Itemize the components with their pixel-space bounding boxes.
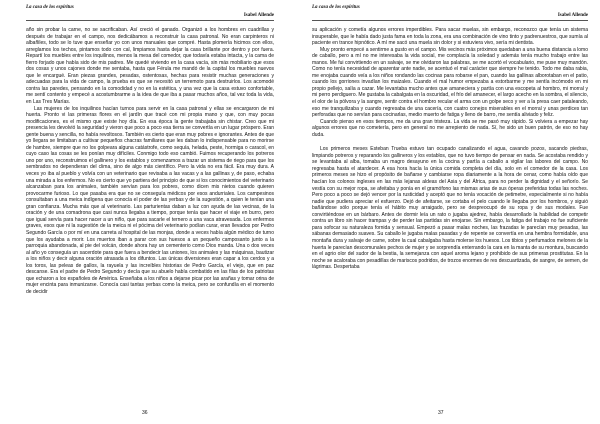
page-body xyxy=(26,27,274,406)
page-body xyxy=(312,27,588,406)
running-title: La casa de los espíritus xyxy=(26,5,74,10)
right-page xyxy=(300,0,600,424)
paragraph: Cuando pienso en esos tiempos, me da una gran tristeza. La vida se me pasó muy rápido. Si volviera a empezar hay algunos errores que no cometería, pero en general no me arrepiento de nada. Sí, he sido un buen patrón, de eso no hay duda. xyxy=(312,118,588,138)
running-author: Isabel Allende xyxy=(243,13,274,18)
paragraph: su aplicación y cometía algunos errores imperdibles. Para sacar muelas, sin embargo, reconozco que tenía un sistema insuperable, que le había dado justa fama en toda la zona, era una combinación de vino tinto y padrenuestros, que sumía al paciente en trance hipnótico. A mí me sacó una muela sin dolor y si estuviera vivo, sería mi dentista. xyxy=(312,27,588,47)
running-author: Isabel Allende xyxy=(557,13,588,18)
header-rule xyxy=(26,20,274,21)
page-number: 36 xyxy=(142,410,148,416)
paragraph: Los primeros meses Esteban Trueba estuvo tan ocupado canalizando el agua, cavando pozos, sacando piedras, limpiando potreros y reparando los gallineros y los establos, que no tuvo tiempo de pensar en nada. Se acostaba rendido y se levantaba al alba, tomaba un magro desayuno en la cocina y partía a caballo a vigilar las labores del campo. No regresaba hasta el atardecer. A esa hora hacía la única comida completa del día, solo en el comedor de la casa. Los primeros meses se hizo el propósito de bañarse y cambiarse ropa diariamente a la hora de cenar, como había oído que hacían los colonos ingleses en las más lejanas aldeas del Asia y del África, para no perder la dignidad y el señorío. Se vestía con su mejor ropa, se afeitaba y ponía en el gramófono las mismas arias de sus óperas preferidas todas las noches. Pero poco a poco se dejó vencer por la rusticidad y aceptó que no tenía vocación de petimetre, especialmente si no había nadie que pudiera apreciar el esfuerzo. Dejó de afeitarse, se cortaba el pelo cuando le llegaba por los hombros, y siguió bañándose sólo porque tenía el hábito muy arraigado, pero se despreocupó de su ropa y de sus modales. Fue convirtiéndose en un bárbaro. Antes de dormir leía un rato o jugaba ajedrez, había desarrollado la habilidad de competir contra un libro sin hacer trampas y de perder las partidas sin enojarse. Sin embargo, la fatiga del trabajo no fue suficiente para sofocar su naturaleza fornida y sensual. Empezó a pasar malas noches, las frazadas le parecían muy pesadas, las sábanas demasiado suaves. Su caballo le jugaba malas pasadas y de repente se convertía en una hembra formidable, una montaña dura y salvaje de carne, sobre la cual cabalgaba hasta molerse los huesos. Los tibios y perfumados melones de la huerta le parecían descomunales pechos de mujer y se sorprendía enterrando la cara en la manta de su montura, buscando en el agrio olor del sudor de la bestia, la semejanza con aquel aroma lejano y prohibido de sus primeras prostitutas. En la noche se acaloraba con pesadillas de mariscos podridos, de trozos enormes de res descuartizada, de sangre, de semen, de lágrimas. Despertaba xyxy=(312,146,588,271)
paragraph: Las mujeres de los inquilinos hacían turnos para servir en la casa patronal y ellas se encargaron de mi huerta. Pronto vi las primeras flores en el jardín que tracé con mi propia mano y que, con muy pocas modificaciones, es el mismo que existe hoy día. En esa época la gente trabajaba sin chistar. Creo que mi presencia les devolvió la seguridad y vieron que poco a poco esa tierra se convertía en un lugar próspero. Eran gente buena y sencilla, no había revoltosos. También es cierto que eran muy pobres e ignorantes. Antes de que yo llegara se limitaban a cultivar pequeños chacras familiares que les daban lo indispensable para no morirse de hambre, siempre que no los golpeara alguna catástrofe, como sequía, helada, peste, hormiga o caracol, en cuyo caso las cosas se les ponían muy difíciles. Conmigo todo eso cambió. Fuimos recuperando los potreros uno por uno, reconstruimos el gallinero y los establos y comenzamos a trazar un sistema de riego para que los sembrados no dependieran del clima, sino de algo más científico. Pero la vida no era fácil. Era muy dura. A veces yo iba al pueblo y volvía con un veterinario que revisaba a las vacas y a las gallinas y, de paso, echaba una mirada a los enfermos. No es cierto que yo partiera del principio de que si los conocimientos del veterinario alcanzaban para los animales, también servían para los pobres, como dicen mis nietos cuando quieren provocarme furioso. Lo que pasaba era que no se conseguía médicos por esos andurriales. Los campesinos consultaban a una meica indígena que conocía el poder de las yerbas y de la sugestión, a quien le tenían una gran confianza. Mucha más que al veterinario. Las parturientas daban a luz con ayuda de las vecinas, de la oración y de una comadrona que casi nunca llegaba a tiempo, porque tenía que hacer el viaje en burro, pero que igual servía para hacer nacer a un niño, que para sacarle el ternero a una vaca atravesada. Los enfermos graves, esos que ni la sugestión de la meica ni el pócima del veterinario podían curar, eran llevados por Pedro Segundo García o por mí en una carreta al hospital de las monjas, donde a veces había algún médico de turno que los ayudaba a morir. Los muertos iban a parar con sus huesos a un pequeño camposanto junto a la parroquia abandonada, al pie del volcán, donde ahora hay un cementerio como Dios manda. Una o dos veces al año yo conseguía un sacerdote para que fuera a bendecir las uniones, los animales y las máquinas, bautizar a los niños y decir alguna oración atrasada a los difuntos. Las únicas diversiones eran capar a los cerdos y a los toros, las peleas de gallos, la rayuela y las increíbles historias de Pedro García, el viejo, que en paz descanse. Era el padre de Pedro Segundo y decía que su abuelo había combatido en las filas de los patriotas que echaron a los españoles de América. Enseñaba a los niños a dejarse picar por las arañas y tomar orina de mujer encinta para inmunizarse. Conocía casi tantas yerbas como la meica, pero se confundía en el momento de decidir xyxy=(26,105,274,295)
page-number: 37 xyxy=(438,410,444,416)
running-title: La casa de los espíritus xyxy=(312,5,360,10)
paragraph: año sin probar la carne, no se sacrificaban. Así creció el ganado. Organizó a los hombres en cuadrillas y después de trabajar en el campo, nos dedicábamos a reconstruir la casa patronal. No eran carpinteros ni albañiles, todo se lo tuve que enseñar yo con unos manuales que compré. Hasta plomería hicimos con ellos, arreglamos los techos, pintamos todo con cal, limpiamos hasta dejar la casa brillante por dentro y por fuera. Repartí los muebles entre los inquilinos, menos la mesa del comedor, que todavía estaba intacta, y la cama de fierro forjado que había sido de mis padres. Me quedé viviendo en la casa vacía, sin más mobiliario que esos dos cosas y unos cajones donde me sentaba, hasta que Férula me mandó de la capital los muebles nuevos que le encargué. Eran piezas grandes, pesadas, ostentosas, hechas para resistir muchas generaciones y adecuadas para la vida de campo, la prueba es que se necesitó un terremoto para destruirlos. Los acomodé contra las paredes, pensando en la comodidad y no en la estética, y una vez que la casa estuvo confortable, me sentí contento y empecé a acostumbrarme a la idea de que iba a pasar muchos años, tal vez toda la vida, en Las Tres Marías. xyxy=(26,27,274,106)
paragraph: Muy pronto empecé a sentirme a gusto en el campo. Mis vecinos más próximos quedaban a una buena distancia a lomo de caballo, pero a mí no me interesaba la vida social, me complacía la soledad y además tenía mucho trabajo entre las manos. Me fui convirtiendo en un salvaje, se me olvidaron las palabras, se me acortó el vocabulario, me puse muy mandón. Como no tenía necesidad de aparentar ante nadie, se acentuó el mal carácter que siempre he tenido. Todo me daba rabia, me enojaba cuando veía a los niños rondando las cocinas para robarse el pan, cuando las gallinas alborotaban en el patio, cuando los gorriones invadían los maizales. Cuando el mal humor empezaba a estorbarme y me sentía incómodo en mi propio pellejo, salía a cazar. Me levantaba mucho antes que amaneciera y partía con una escopeta al hombro, mi morral y mi perro perdiguero. Me gustaba la cabalgata en la oscuridad, el frío del amanecer, el largo acecho en la sombra, el silencio, el olor de la pólvora y la sangre, sentir contra el hombro recular el arma con un golpe seco y ver a la presa caer pataleando, eso me tranquilizaba y cuando regresaba de una cacería, con cuatro conejos miserables en el morral y unas perdices tan perforadas que no servían para cocinarlas, medio muerto de fatiga y lleno de barro, me sentía aliviado y feliz. xyxy=(312,46,588,119)
header-rule xyxy=(312,20,588,21)
